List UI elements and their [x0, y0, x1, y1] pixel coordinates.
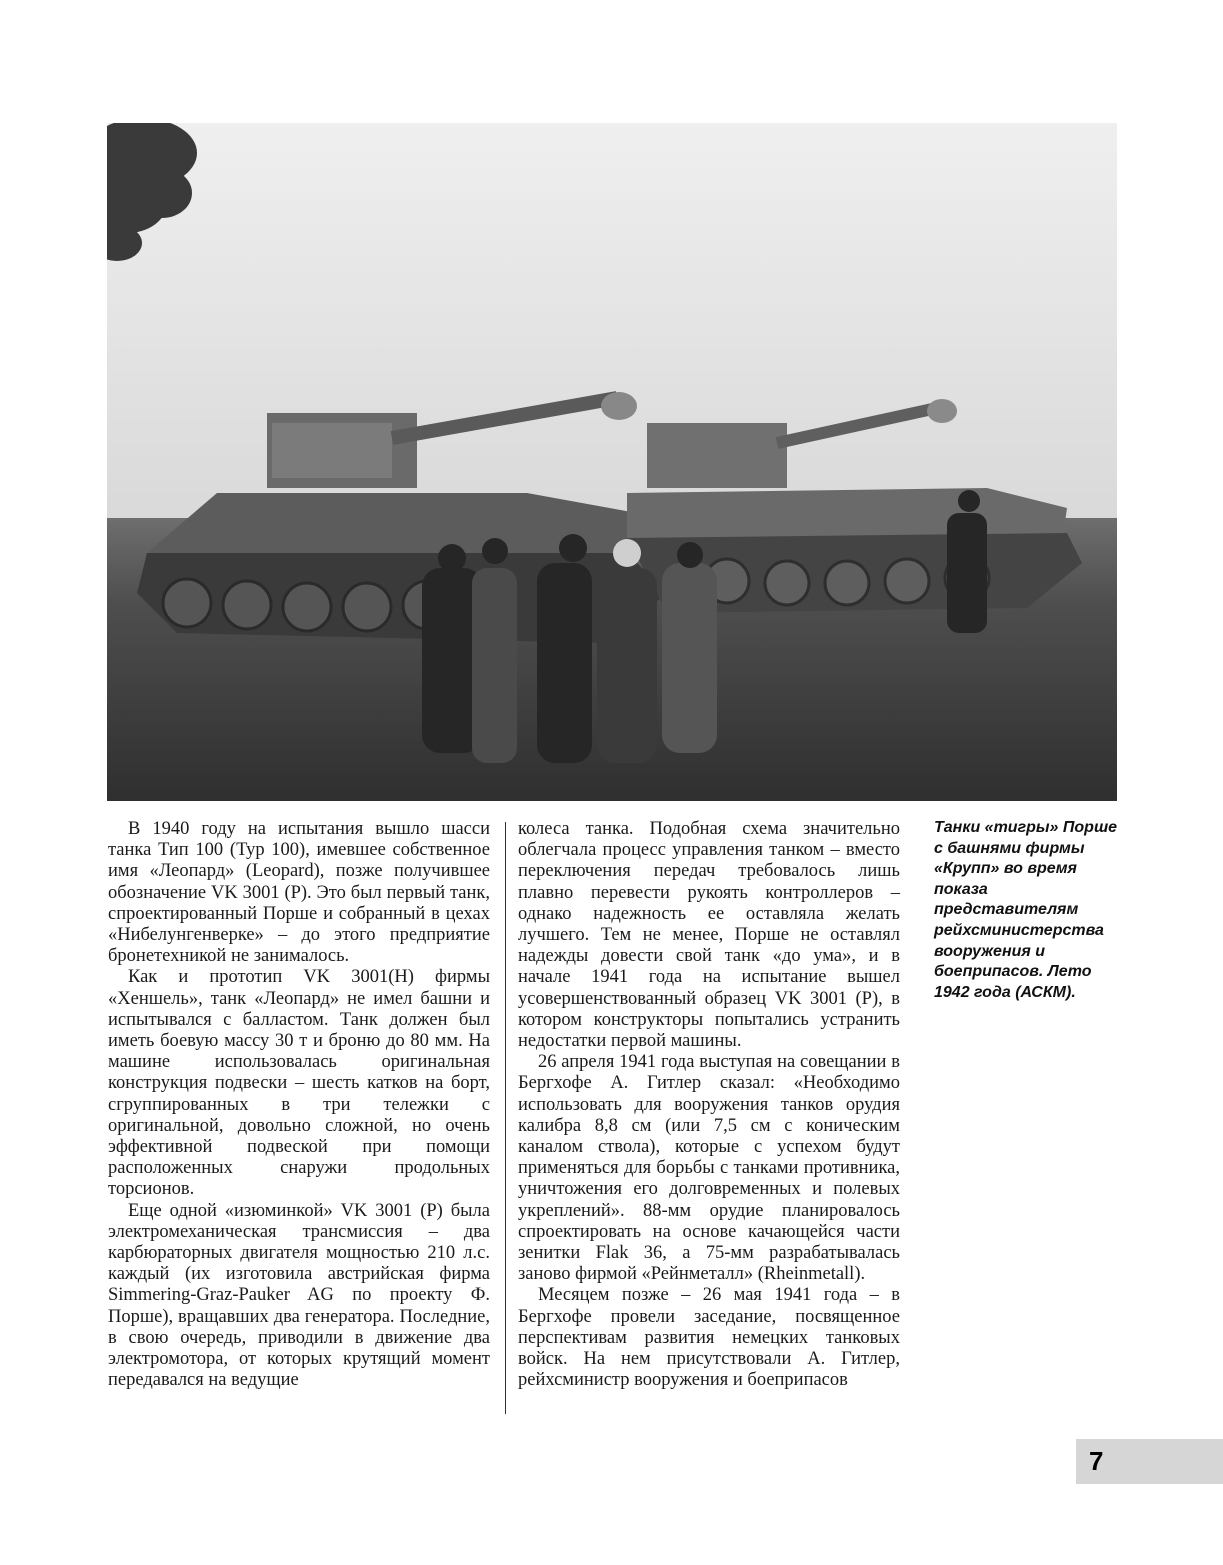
text-column-right [518, 819, 900, 1391]
paragraph: 26 апреля 1941 года выступая на совещании в Бергхофе А. Гитлер сказал: «Необходимо использовать для вооружения танков орудия калибра 8,8 см (или 7,5 см с коническим каналом ствола), которые с успехом будут применяться для борьбы с танками противника, уничтожения его долговременных и полевых укреплений». 88-мм орудие планировалось спроектировать на основе качающейся части зенитки Flak 36, а 75-мм разрабатывалась заново фирмой «Рейнметалл» (Rheinmetall). [518, 1052, 900, 1285]
page-number: 7 [1089, 1446, 1104, 1476]
paragraph: Еще одной «изюминкой» VK 3001 (P) была электромеханическая трансмиссия – два карбюраторных двигателя мощностью 210 л.с. каждый (их изготовила австрийская фирма Simmering-Graz-Pauker AG по проекту Ф. Порше), вращавших два генератора. Последние, в свою очередь, приводили в движение два электромотора, от которых крутящий момент передавался на ведущие [108, 1200, 490, 1391]
paragraph: Месяцем позже – 26 мая 1941 года – в Бергхофе провели заседание, посвященное перспективам развития немецких танковых войск. На нем присутствовали А. Гитлер, рейхсминистр вооружения и боеприпасов [518, 1285, 900, 1391]
paragraph: Как и прототип VK 3001(H) фирмы «Хеншель», танк «Леопард» не имел башни и испытывался с балластом. Танк должен был иметь боевую массу 30 т и броню до 80 мм. На машине использовалась оригинальная конструкция подвески – шесть катков на борт, сгруппированных в три тележки с оригинальной, довольно сложной, но очень эффективной подвеской при помощи расположенных снаружи продольных торсионов. [108, 967, 490, 1200]
tanks-photo-illustration [107, 123, 1117, 801]
paragraph: В 1940 году на испытания вышло шасси танка Тип 100 (Typ 100), имевшее собственное имя «Леопард» (Leopard), позже получившее обозначение VK 3001 (P). Это был первый танк, спроектированный Порше и собранный в цехах «Нибелунгенверке» – до этого предприятие бронетехникой не занималось. [108, 819, 490, 967]
tanks-photo [107, 123, 1117, 801]
text-column-left [108, 819, 490, 1391]
column-divider [505, 822, 506, 1414]
photo-caption: Танки «тигры» Порше с башнями фирмы «Крупп» во время показа представителям рейхсминистерства вооружения и боеприпасов. Лето 1942 года (АСКМ). [934, 819, 1118, 1001]
paragraph: колеса танка. Подобная схема значительно облегчала процесс управления танком – вместо переключения передач требовалось лишь плавно перевести рукоять контроллеров – однако надежность ее оставляла желать лучшего. Тем не менее, Порше не оставлял надежды довести свой танк «до ума», и в начале 1941 года на испытание вышел усовершенствованный образец VK 3001 (P), в котором конструкторы попытались устранить недостатки первой машины. [518, 819, 900, 1052]
page-number-tab [1076, 1439, 1223, 1484]
